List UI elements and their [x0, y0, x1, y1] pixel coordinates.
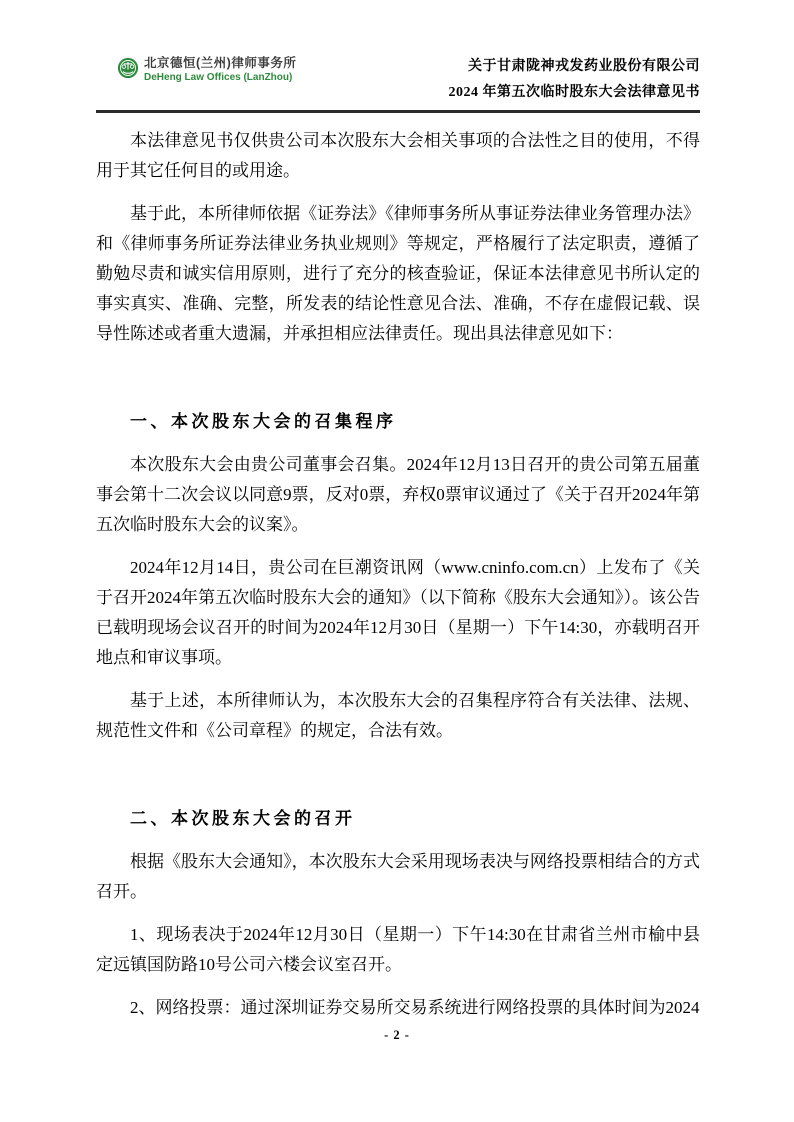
logo-text	[144, 56, 296, 84]
page-number: - 2 -	[384, 1028, 410, 1042]
header-doc-titles	[449, 58, 701, 102]
page-footer	[0, 1026, 794, 1044]
logo-name-cn: 北京德恒(兰州)律师事务所	[144, 56, 297, 70]
paragraph-online-vote: 2、网络投票：通过深圳证券交易所交易系统进行网络投票的具体时间为2024	[130, 998, 700, 1017]
paragraph-meeting-method: 根据《股东大会通知》，本次股东大会采用现场表决与网络投票相结合的方式召开。	[96, 852, 700, 901]
paragraph-board-convene: 本次股东大会由贵公司董事会召集。2024年12月13日召开的贵公司第五届董事会第十二次会议以同意9票，反对0票，弃权0票审议通过了《关于召开2024年第五次临时股东大会的议案》。	[96, 455, 700, 534]
document-header	[96, 0, 700, 113]
doc-title-line-1: 关于甘肃陇神戎发药业股份有限公司	[468, 59, 700, 74]
deheng-seal-icon	[117, 56, 139, 79]
doc-title-line-2: 2024 年第五次临时股东大会法律意见书	[448, 85, 700, 100]
paragraph-onsite-vote: 1、现场表决于2024年12月30日（星期一）下午14:30在甘肃省兰州市榆中县定远镇国防路10号公司六楼会议室召开。	[96, 925, 700, 974]
document-body	[96, 126, 700, 1023]
section-heading-1: 一、本次股东大会的召集程序	[130, 412, 397, 431]
logo-name-en: DeHeng Law Offices (LanZhou)	[144, 72, 293, 83]
paragraph-lawyer-duty: 基于此，本所律师依据《证券法》《律师事务所从事证券法律业务管理办法》和《律师事务所证券法律业务执业规则》等规定，严格履行了法定职责，遵循了勤勉尽责和诚实信用原则，进行了充分的核查验证，保证本法律意见书所认定的事实真实、准确、完整，所发表的结论性意见合法、准确，不存在虚假记载、误导性陈述或者重大遗漏，并承担相应法律责任。现出具法律意见如下：	[96, 204, 700, 343]
paragraph-notice-publish: 2024年12月14日，贵公司在巨潮资讯网（www.cninfo.com.cn）上发布了《关于召开2024年第五次临时股东大会的通知》（以下简称《股东大会通知》）。该公告已载明现场会议召开的时间为2024年12月30日（星期一）下午14:30，亦载明召开地点和审议事项。	[96, 558, 700, 667]
paragraph-intro-use: 本法律意见书仅供贵公司本次股东大会相关事项的合法性之目的使用，不得用于其它任何目的或用途。	[96, 131, 700, 180]
paragraph-convene-opinion: 基于上述，本所律师认为，本次股东大会的召集程序符合有关法律、法规、规范性文件和《公司章程》的规定，合法有效。	[96, 691, 700, 740]
section-heading-2: 二、本次股东大会的召开	[130, 809, 356, 828]
deheng-logo	[117, 56, 296, 84]
